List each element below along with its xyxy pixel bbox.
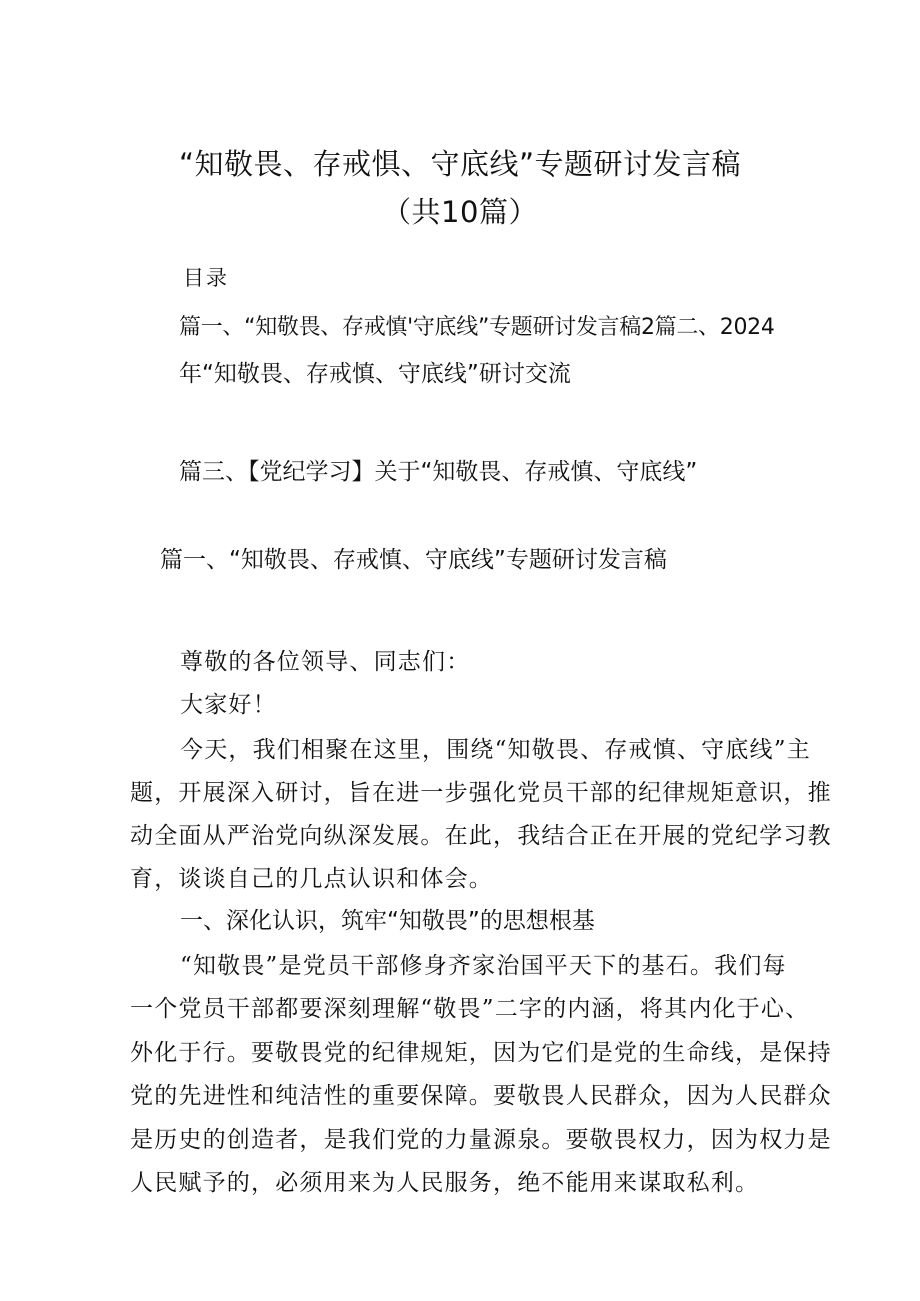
intro-line-1: 今天，我们相聚在这里，围绕“知敬畏、存戒慎、守底线”主	[180, 737, 811, 763]
heading-1: 一、深化认识，筑牢“知敬畏”的思想根基	[180, 908, 595, 934]
document-title: “知敬畏、存戒惧、守底线”专题研讨发言稿	[178, 147, 742, 181]
para1-line-4: 党的先进性和纯洁性的重要保障。要敬畏人民群众，因为人民群众	[130, 1083, 832, 1109]
toc-entry-line-1: 篇一、“知敬畏、存戒慎'守底线”专题研讨发言稿2篇二、2024	[179, 315, 775, 340]
intro-line-4: 育，谈谈自己的几点认识和体会。	[130, 866, 493, 892]
toc-label: 目录	[183, 266, 229, 290]
intro-line-2: 题，开展深入研讨，旨在进一步强化党员干部的纪律规矩意识，推	[130, 780, 832, 806]
section-title: 篇一、“知敬畏、存戒慎、守底线”专题研讨发言稿	[160, 547, 667, 573]
toc-entry-line-3: 篇三、【党纪学习】关于“知敬畏、存戒慎、守底线”	[179, 459, 698, 485]
para1-line-6: 人民赋予的，必须用来为人民服务，绝不能用来谋取私利。	[130, 1170, 760, 1196]
para1-line-1: “知敬畏”是党员干部修身齐家治国平天下的基石。我们每	[180, 953, 787, 979]
salutation: 尊敬的各位领导、同志们：	[180, 649, 471, 675]
greeting: 大家好！	[180, 692, 277, 718]
para1-line-2: 一个党员干部都要深刻理解“敬畏”二字的内涵，将其内化于心、	[130, 996, 810, 1022]
para1-line-3: 外化于行。要敬畏党的纪律规矩，因为它们是党的生命线，是保持	[130, 1040, 832, 1066]
para1-line-5: 是历史的创造者，是我们党的力量源泉。要敬畏权力，因为权力是	[130, 1127, 832, 1153]
document-subtitle: （共10篇）	[382, 195, 538, 229]
toc-entry-line-2: 年“知敬畏、存戒慎、守底线”研讨交流	[179, 361, 571, 387]
intro-line-3: 动全面从严治党向纵深发展。在此，我结合正在开展的党纪学习教	[130, 823, 832, 849]
